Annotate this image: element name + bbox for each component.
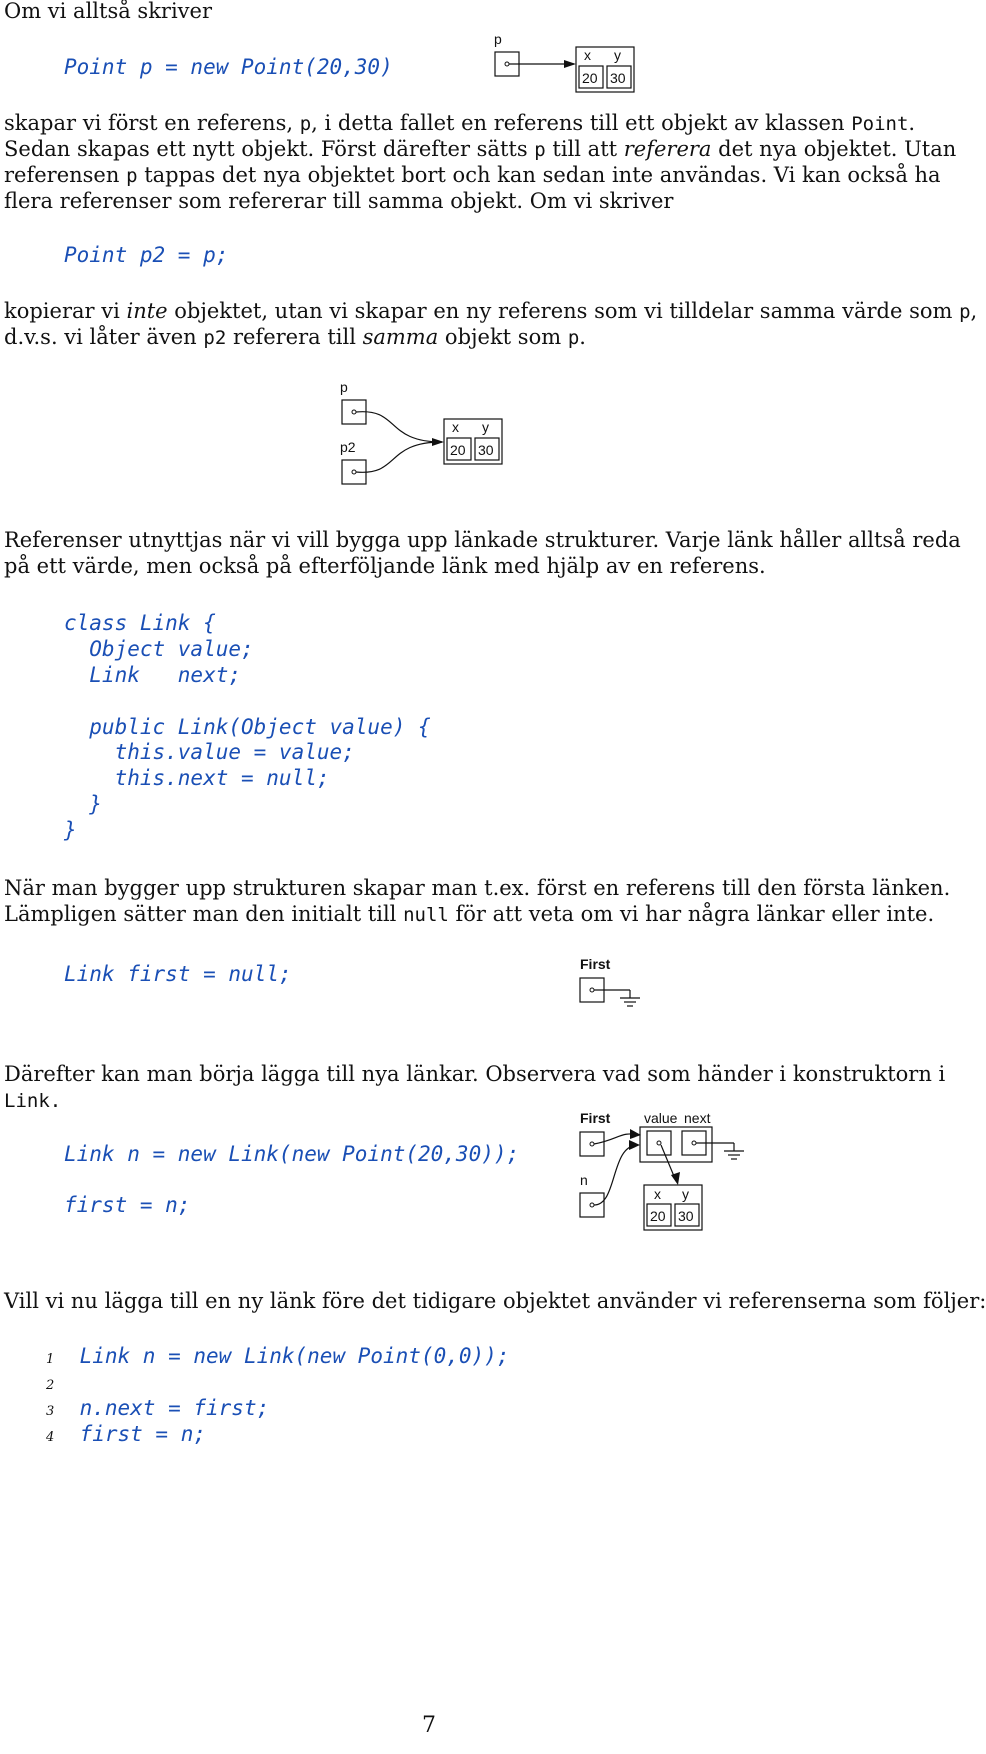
x-value: 20 — [582, 70, 598, 86]
code-line: Object value; — [64, 637, 254, 661]
ref-label: p — [494, 31, 502, 47]
text-line: När man bygger upp strukturen skapar man t.ex. först en referens till den första länken. — [4, 876, 951, 900]
code-line: first = n; — [64, 1193, 191, 1217]
code-line: Link first = null; — [64, 962, 292, 986]
code-line: 2 — [46, 1378, 55, 1393]
code-line: Link next; — [64, 663, 242, 687]
code-line: this.next = null; — [64, 766, 330, 790]
text-line: skapar vi först en referens, p, i detta fallet en referens till ett objekt av klassen Point. — [4, 111, 916, 135]
x-value: 20 — [650, 1208, 666, 1224]
code-line: public Link(Object value) { — [64, 715, 431, 739]
diagram-first-null — [570, 955, 670, 1025]
text-line: kopierar vi inte objektet, utan vi skapar en ny referens som vi tilldelar samma värde som p, — [4, 299, 978, 323]
code-line: 3 n.next = first; — [46, 1396, 270, 1420]
value-label: value — [644, 1110, 678, 1126]
y-value: 30 — [610, 70, 626, 86]
diagram-reference-object — [480, 30, 650, 100]
y-value: 30 — [478, 442, 494, 458]
y-label: y — [614, 47, 621, 63]
code-line: this.value = value; — [64, 740, 355, 764]
text-line: referensen p tappas det nya objektet bort och kan sedan inte användas. Vi kan också ha — [4, 163, 941, 187]
text-line: på ett värde, men också på efterföljande länk med hjälp av en referens. — [4, 554, 766, 578]
text-line: Link. — [4, 1090, 62, 1112]
page-number: 7 — [422, 1713, 436, 1738]
code-line: Point p = new Point(20,30) — [64, 55, 393, 79]
ref-label: First — [580, 1110, 611, 1126]
text-line: Sedan skapas ett nytt objekt. Först därefter sätts p till att referera det nya objektet. Utan — [4, 137, 957, 161]
text-line: Vill vi nu lägga till en ny länk före det tidigare objektet använder vi referenserna som följer: — [4, 1289, 986, 1313]
y-label: y — [482, 419, 489, 435]
y-value: 30 — [678, 1208, 694, 1224]
code-line: 1 Link n = new Link(new Point(0,0)); — [46, 1344, 510, 1368]
diagram-first-link-point — [570, 1105, 770, 1245]
text-line: Lämpligen sätter man den initialt till null för att veta om vi har några länkar eller inte. — [4, 902, 935, 926]
text-line: Därefter kan man börja lägga till nya länkar. Observera vad som händer i konstruktorn i — [4, 1062, 946, 1086]
next-label: next — [684, 1110, 711, 1126]
diagram-two-references — [330, 378, 530, 498]
code-line: } — [64, 792, 102, 816]
code-line: Point p2 = p; — [64, 243, 229, 267]
x-label: x — [654, 1186, 661, 1202]
text-line: d.v.s. vi låter även p2 referera till samma objekt som p. — [4, 325, 586, 349]
x-label: x — [584, 47, 591, 63]
y-label: y — [682, 1186, 689, 1202]
x-value: 20 — [450, 442, 466, 458]
code-line: Link n = new Link(new Point(20,30)); — [64, 1142, 520, 1166]
x-label: x — [452, 419, 459, 435]
text-line: Referenser utnyttjas när vi vill bygga upp länkade strukturer. Varje länk håller alltså reda — [4, 528, 961, 552]
ref-label: p2 — [340, 439, 356, 455]
code-line: class Link { — [64, 611, 216, 635]
text-line: flera referenser som refererar till samma objekt. Om vi skriver — [4, 189, 674, 213]
code-line: } — [64, 818, 77, 842]
ref-label: p — [340, 379, 348, 395]
text-line: Om vi alltså skriver — [4, 0, 213, 23]
ref-label: First — [580, 956, 611, 972]
ref-label: n — [580, 1172, 588, 1188]
code-line: 4 first = n; — [46, 1422, 207, 1446]
